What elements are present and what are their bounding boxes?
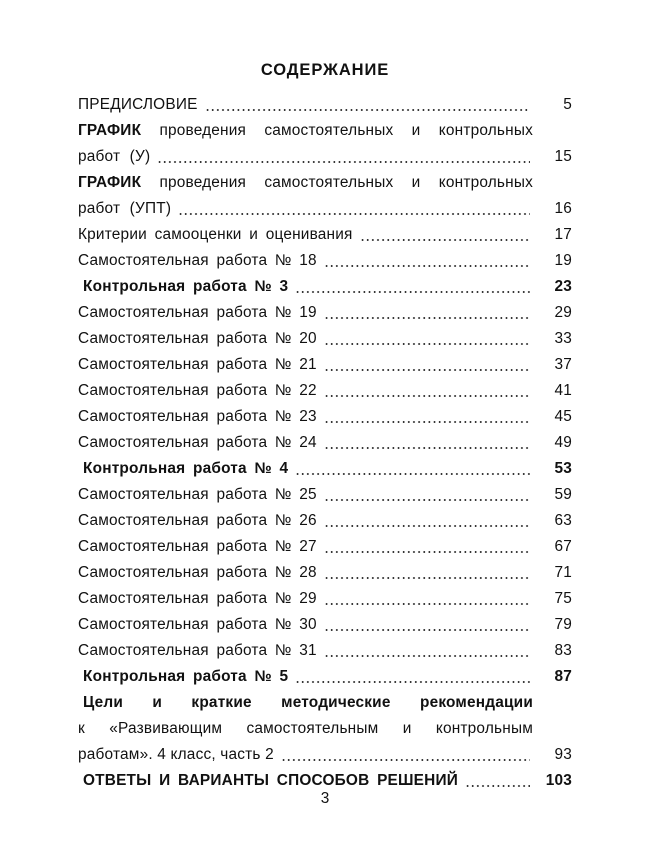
toc-entry-page: 29 [554,304,572,321]
toc-entry-page: 17 [554,226,572,243]
toc-entry[interactable] [78,690,572,768]
toc-entry-label: Контрольная работа № 5 [83,668,289,685]
toc-entry-page: 59 [554,486,572,503]
page-title: СОДЕРЖАНИЕ [260,61,390,79]
toc-entry[interactable] [78,612,572,638]
toc-entry[interactable] [78,586,572,612]
toc-entry-label-emphasis: ГРАФИК [78,174,142,191]
toc-entry[interactable] [78,274,572,300]
toc-entry-label: Самостоятельная работа № 19 [78,304,317,321]
toc-entry-page: 33 [554,330,572,347]
toc-entry-label: Самостоятельная работа № 28 [78,564,317,581]
toc-entry-label-line1: Цели и краткие методические рекомендации [83,694,533,711]
toc-entry-label: Критерии самооценки и оценивания [78,226,353,243]
toc-entry-page: 41 [554,382,572,399]
toc-entry-label: ОТВЕТЫ И ВАРИАНТЫ СПОСОБОВ РЕШЕНИЙ [83,772,458,789]
toc-entry-label-line2: к «Развивающим самостоятельным и контрольным [78,720,533,737]
toc-entry-label-line2: работ (УПТ) [78,200,172,217]
toc-entry[interactable] [78,456,572,482]
toc-entry[interactable] [78,300,572,326]
toc-entry[interactable] [78,508,572,534]
toc-entry[interactable] [78,92,572,118]
toc-entry-label-rest: проведения самостоятельных и контрольных [141,122,533,139]
toc-entry[interactable] [78,560,572,586]
toc-entry-list [78,92,572,794]
toc-entry[interactable] [78,378,572,404]
toc-entry-label: Самостоятельная работа № 29 [78,590,317,607]
toc-entry-label: Самостоятельная работа № 22 [78,382,317,399]
toc-entry-page: 15 [554,148,572,165]
toc-entry-label-line1 [78,118,533,144]
toc-entry-label: Самостоятельная работа № 26 [78,512,317,529]
toc-entry[interactable] [78,664,572,690]
toc-entry-page: 87 [554,668,572,685]
toc-entry-label-line2: работ (У) [78,148,151,165]
toc-entry-label: ПРЕДИСЛОВИЕ [78,96,198,113]
toc-entry-page: 71 [554,564,572,581]
toc-entry-page: 5 [563,96,572,113]
toc-entry[interactable] [78,222,572,248]
toc-entry-label: Контрольная работа № 3 [83,278,289,295]
toc-entry[interactable] [78,326,572,352]
toc-entry-label-rest: проведения самостоятельных и контрольных [141,174,533,191]
toc-entry-label: Самостоятельная работа № 27 [78,538,317,555]
toc-entry[interactable] [78,118,572,170]
toc-entry-page: 45 [554,408,572,425]
toc-entry[interactable] [78,170,572,222]
toc-entry-label-line1 [78,170,533,196]
toc-entry-page: 53 [554,460,572,477]
toc-entry-label: Самостоятельная работа № 23 [78,408,317,425]
toc-entry-page: 23 [554,278,572,295]
toc-entry-page: 103 [545,772,572,789]
toc-entry-label-emphasis: ГРАФИК [78,122,142,139]
toc-entry-page: 16 [554,200,572,217]
toc-entry-page: 37 [554,356,572,373]
toc-entry-page: 19 [554,252,572,269]
toc-entry[interactable] [78,482,572,508]
toc-entry-label: Самостоятельная работа № 20 [78,330,317,347]
toc-entry[interactable] [78,404,572,430]
toc-entry-page: 63 [554,512,572,529]
toc-entry-page: 79 [554,616,572,633]
toc-entry-label: Самостоятельная работа № 31 [78,642,317,659]
toc-entry-page: 93 [554,746,572,763]
toc-entry[interactable] [78,352,572,378]
toc-entry-label: Самостоятельная работа № 21 [78,356,317,373]
toc-entry-label: Самостоятельная работа № 24 [78,434,317,451]
toc-entry-page: 83 [554,642,572,659]
toc-entry-label-line3: работам». 4 класс, часть 2 [78,746,274,763]
toc-entry[interactable] [78,430,572,456]
toc-entry[interactable] [78,638,572,664]
toc-entry[interactable] [78,248,572,274]
toc-entry-page: 67 [554,538,572,555]
toc-entry-page: 49 [554,434,572,451]
toc-entry-label: Контрольная работа № 4 [83,460,289,477]
page-number-footer: 3 [320,790,330,807]
toc-entry[interactable] [78,534,572,560]
toc-entry-label: Самостоятельная работа № 30 [78,616,317,633]
toc-entry-label: Самостоятельная работа № 18 [78,252,317,269]
toc-entry-page: 75 [554,590,572,607]
toc-entry-label: Самостоятельная работа № 25 [78,486,317,503]
